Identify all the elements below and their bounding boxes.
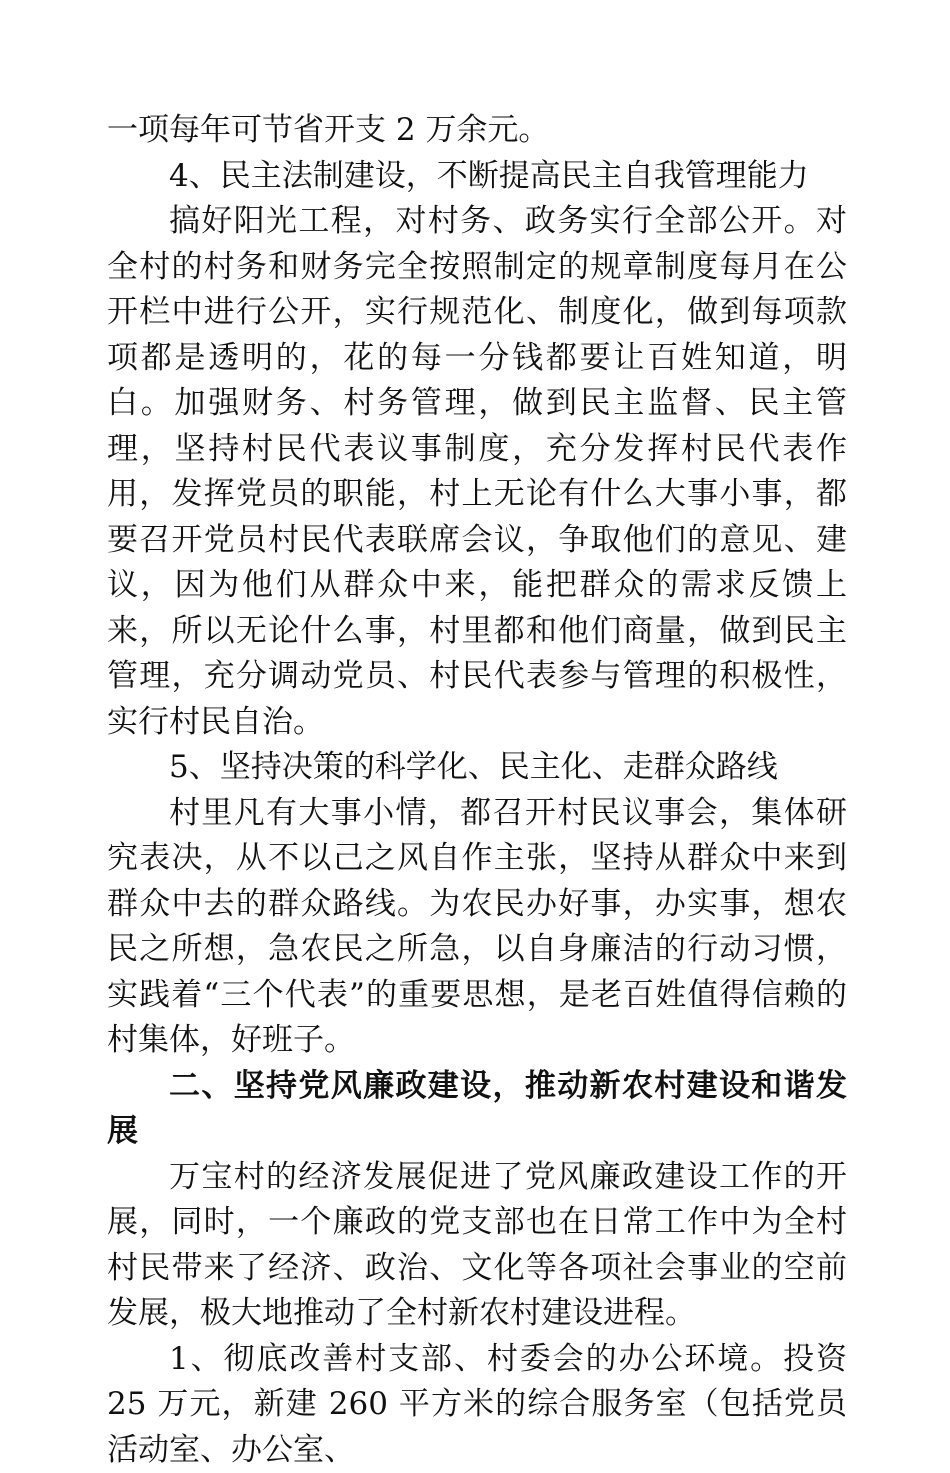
section-item-5-heading: 5、坚持决策的科学化、民主化、走群众路线 — [107, 745, 847, 791]
paragraph-development: 万宝村的经济发展促进了党风廉政建设工作的开展，同时，一个廉政的党支部也在日常工作中为全村村民带来了经济、政治、文化等各项社会事业的空前发展，极大地推动了全村新农村建设进程。 — [107, 1155, 847, 1337]
section-item-4-heading: 4、民主法制建设，不断提高民主自我管理能力 — [107, 154, 847, 200]
paragraph-office-environment: 1、彻底改善村支部、村委会的办公环境。投资 25 万元，新建 260 平方米的综合服务室（包括党员活动室、办公室、 — [107, 1337, 847, 1473]
paragraph-transparency: 搞好阳光工程，对村务、政务实行全部公开。对全村的村务和财务完全按照制定的规章制度每月在公开栏中进行公开，实行规范化、制度化，做到每项款项都是透明的，花的每一分钱都要让百姓知道，明白。加强财务、村务管理，做到民主监督、民主管理，坚持村民代表议事制度，充分发挥村民代表作用，发挥党员的职能，村上无论有什么大事小事，都要召开党员村民代表联席会议，争取他们的意见、建议，因为他们从群众中来，能把群众的需求反馈上来，所以无论什么事，村里都和他们商量，做到民主管理，充分调动党员、村民代表参与管理的积极性，实行村民自治。 — [107, 199, 847, 745]
paragraph-continuation: 一项每年可节省开支 2 万余元。 — [107, 108, 847, 154]
document-body — [107, 108, 847, 1473]
paragraph-decision-making: 村里凡有大事小情，都召开村民议事会，集体研究表决，从不以己之风自作主张，坚持从群众中来到群众中去的群众路线。为农民办好事，办实事，想农民之所想，急农民之所急，以自身廉洁的行动习惯，实践着“三个代表”的重要思想，是老百姓值得信赖的村集体，好班子。 — [107, 791, 847, 1064]
section-2-heading: 二、坚持党风廉政建设，推动新农村建设和谐发展 — [107, 1064, 847, 1155]
